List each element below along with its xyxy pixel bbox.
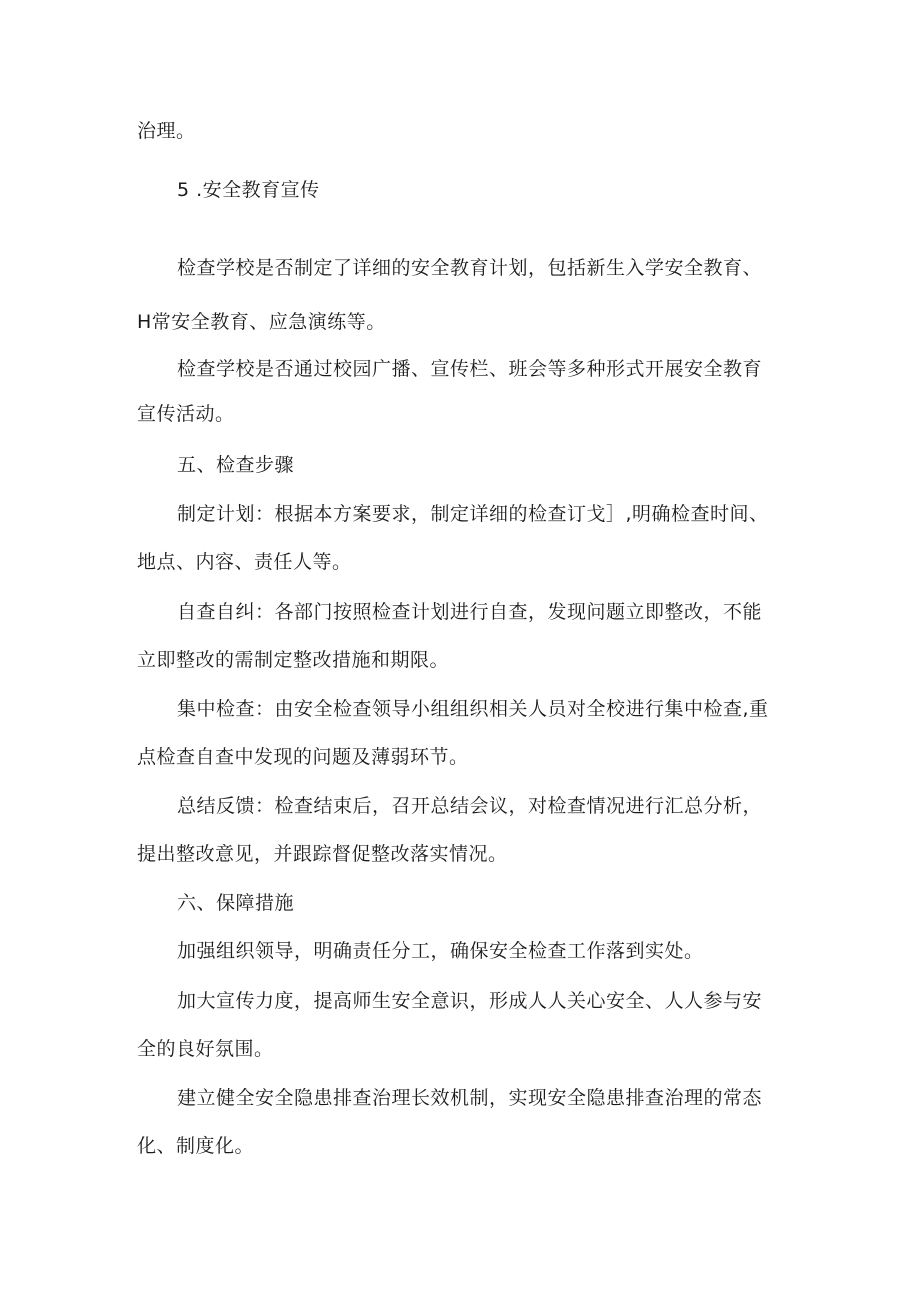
paragraph-line: 检查学校是否制定了详细的安全教育计划，包括新生入学安全教育、 [177, 257, 763, 279]
paragraph-line: 检查学校是否通过校园广播、宣传栏、班会等多种形式开展安全教育 [177, 358, 763, 380]
paragraph-line: 宣传活动。 [137, 403, 235, 425]
text-line: 治理。 [137, 120, 196, 142]
paragraph-line: 全的良好氛围。 [137, 1038, 274, 1060]
paragraph-line: 点检查自查中发现的问题及薄弱环节。 [137, 746, 469, 768]
paragraph-line: 自查自纠：各部门按照检查计划进行自查，发现问题立即整改，不能 [177, 601, 763, 623]
paragraph-line: 化、制度化。 [137, 1135, 255, 1157]
paragraph-line: 加大宣传力度，提高师生安全意识，形成人人关心安全、人人参与安 [177, 990, 763, 1012]
section-heading: 5 .安全教育宣传 [177, 179, 320, 201]
section-heading: 六、保障措施 [177, 892, 295, 914]
paragraph-line: H常安全教育、应急演练等。 [137, 311, 386, 333]
section-heading: 五、检查步骤 [177, 454, 295, 476]
paragraph-line: 建立健全安全隐患排查治理长效机制，实现安全隐患排查治理的常态 [177, 1087, 763, 1109]
paragraph-line: 地点、内容、责任人等。 [137, 551, 352, 573]
paragraph-line: 制定计划：根据本方案要求，制定详细的检查订戈］,明确检查时间、 [177, 503, 769, 525]
paragraph-line: 提出整改意见，并跟踪督促整改落实情况。 [137, 843, 508, 865]
paragraph-line: 集中检查：由安全检查领导小组组织相关人员对全校进行集中检查,重 [177, 698, 769, 720]
paragraph-line: 加强组织领导，明确责任分工，确保安全检查工作落到实处。 [177, 940, 704, 962]
paragraph-line: 总结反馈：检查结束后，召开总结会议，对检查情况进行汇总分析， [177, 795, 763, 817]
paragraph-line: 立即整改的需制定整改措施和期限。 [137, 649, 450, 671]
